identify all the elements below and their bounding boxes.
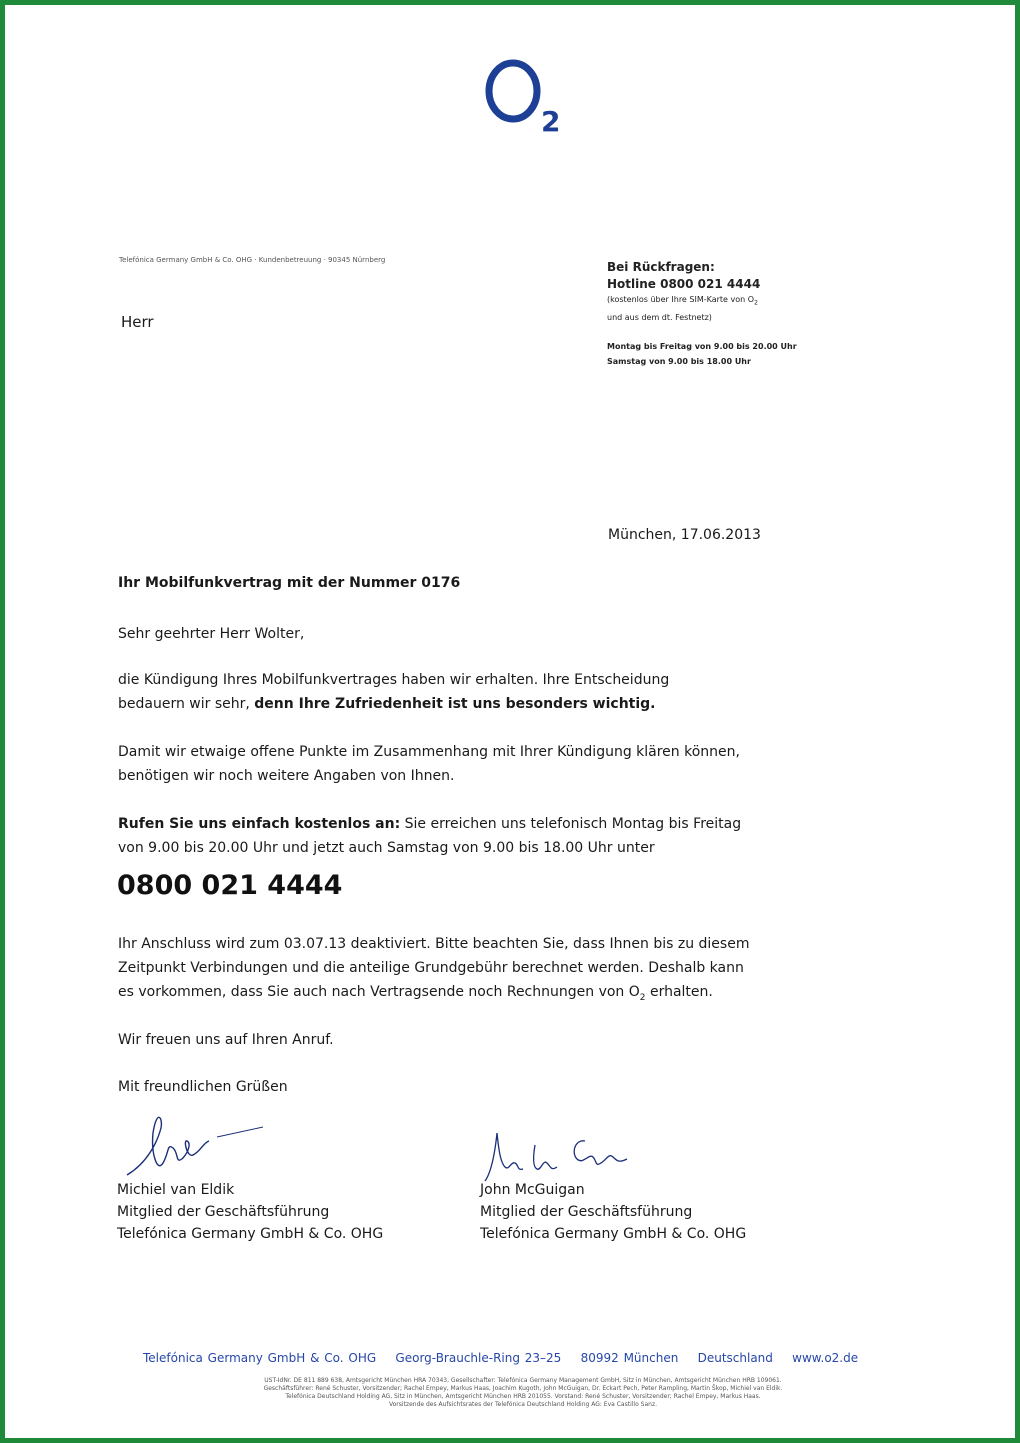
paragraph-4-line-2: Zeitpunkt Verbindungen und die anteilige Grundgebühr berechnet werden. Deshalb kann bbox=[118, 960, 744, 976]
paragraph-3 bbox=[118, 812, 741, 860]
paragraph-4 bbox=[118, 932, 749, 1010]
signer-1-company: Telefónica Germany GmbH & Co. OHG bbox=[117, 1226, 384, 1242]
paragraph-1-line-2: bedauern wir sehr, denn Ihre Zufriedenheit ist uns besonders wichtig. bbox=[118, 696, 656, 712]
footer-address bbox=[143, 1351, 858, 1365]
paragraph-2 bbox=[118, 740, 740, 788]
letter-subject: Ihr Mobilfunkvertrag mit der Nummer 0176 bbox=[118, 575, 461, 591]
hours-saturday: Samstag von 9.00 bis 18.00 Uhr bbox=[607, 356, 751, 366]
contact-box bbox=[607, 259, 797, 369]
signer-1-name: Michiel van Eldik bbox=[117, 1182, 235, 1198]
recipient-salutation: Herr bbox=[121, 313, 154, 331]
footer-street: Georg-Brauchle-Ring 23–25 bbox=[395, 1351, 562, 1365]
footer-website-link[interactable]: www.o2.de bbox=[792, 1351, 859, 1365]
paragraph-1 bbox=[118, 668, 669, 716]
paragraph-4-line-3: es vorkommen, dass Sie auch nach Vertragsende noch Rechnungen von $O_2$ erhalten. bbox=[118, 984, 713, 1003]
svg-text:2: 2 bbox=[541, 105, 561, 138]
footer-company: Telefónica Germany GmbH & Co. OHG bbox=[143, 1351, 377, 1365]
signer-2-company: Telefónica Germany GmbH & Co. OHG bbox=[480, 1226, 747, 1242]
signer-2 bbox=[480, 1179, 746, 1245]
hotline-number-large: 0800 021 4444 bbox=[117, 870, 343, 901]
footer-city: 80992 München bbox=[580, 1351, 679, 1365]
closing-greeting: Mit freundlichen Grüßen bbox=[118, 1079, 288, 1095]
letter-page bbox=[5, 5, 1015, 1438]
signer-2-name: John McGuigan bbox=[480, 1182, 585, 1198]
paragraph-1-line-1: die Kündigung Ihres Mobilfunkvertrages haben wir erhalten. Ihre Entscheidung bbox=[118, 672, 670, 688]
paragraph-3-line-1: Rufen Sie uns einfach kostenlos an: Sie erreichen uns telefonisch Montag bis Freitag bbox=[118, 816, 742, 832]
footer-legal-line-4: Vorsitzende des Aufsichtsrates der Telefónica Deutschland Holding AG: Eva Castillo Sanz. bbox=[389, 1401, 657, 1408]
paragraph-2-line-1: Damit wir etwaige offene Punkte im Zusammenhang mit Ihrer Kündigung klären können, bbox=[118, 744, 740, 760]
hours-weekday: Montag bis Freitag von 9.00 bis 20.00 Uhr bbox=[607, 341, 797, 351]
contact-heading: Bei Rückfragen: bbox=[607, 260, 715, 274]
paragraph-2-line-2: benötigen wir noch weitere Angaben von Ihnen. bbox=[118, 768, 455, 784]
signer-2-role: Mitglied der Geschäftsführung bbox=[480, 1204, 693, 1220]
o2-logo bbox=[483, 55, 573, 139]
signer-1-role: Mitglied der Geschäftsführung bbox=[117, 1204, 330, 1220]
signature-1 bbox=[117, 1103, 267, 1183]
o2-logo-graphic bbox=[483, 55, 573, 139]
paragraph-5: Wir freuen uns auf Ihren Anruf. bbox=[118, 1032, 334, 1048]
paragraph-4-line-1: Ihr Anschluss wird zum 03.07.13 deaktiviert. Bitte beachten Sie, dass Ihnen bis zu diesem bbox=[118, 936, 750, 952]
signer-1 bbox=[117, 1179, 383, 1245]
footer-legal bbox=[113, 1377, 933, 1409]
sender-address-line: Telefónica Germany GmbH & Co. OHG · Kundenbetreuung · 90345 Nürnberg bbox=[119, 256, 386, 264]
paragraph-3-line-2: von 9.00 bis 20.00 Uhr und jetzt auch Samstag von 9.00 bis 18.00 Uhr unter bbox=[118, 840, 655, 856]
contact-hotline: Hotline 0800 021 4444 bbox=[607, 277, 761, 291]
contact-hours bbox=[607, 339, 797, 369]
contact-note-line1: (kostenlos über Ihre SIM-Karte von $O_2$ bbox=[607, 295, 758, 307]
letter-date: München, 17.06.2013 bbox=[608, 527, 761, 543]
footer-legal-line-3: Telefónica Deutschland Holding AG, Sitz in München, Amtsgericht München HRB 201055. Vorstand: René Schuster, Vorsitzender; Rachel Empey, Markus Haas. bbox=[285, 1393, 761, 1400]
footer-legal-line-2: Geschäftsführer: René Schuster, Vorsitzender; Rachel Empey, Markus Haas, Joachim Kugoth, John McGuigan, Dr. Eckart Pech, Peter Rampling, Martin Škop, Michiel van Eldik. bbox=[263, 1385, 783, 1392]
footer-country: Deutschland bbox=[697, 1351, 773, 1365]
salutation: Sehr geehrter Herr Wolter, bbox=[118, 626, 305, 642]
footer-legal-line-1: UST-IdNr. DE 811 889 638, Amtsgericht München HRA 70343, Gesellschafter: Telefónica Germany Management GmbH, Sitz in München, Amtsgericht München HRB 109061. bbox=[264, 1377, 782, 1384]
contact-note-line2: und aus dem dt. Festnetz) bbox=[607, 312, 712, 322]
